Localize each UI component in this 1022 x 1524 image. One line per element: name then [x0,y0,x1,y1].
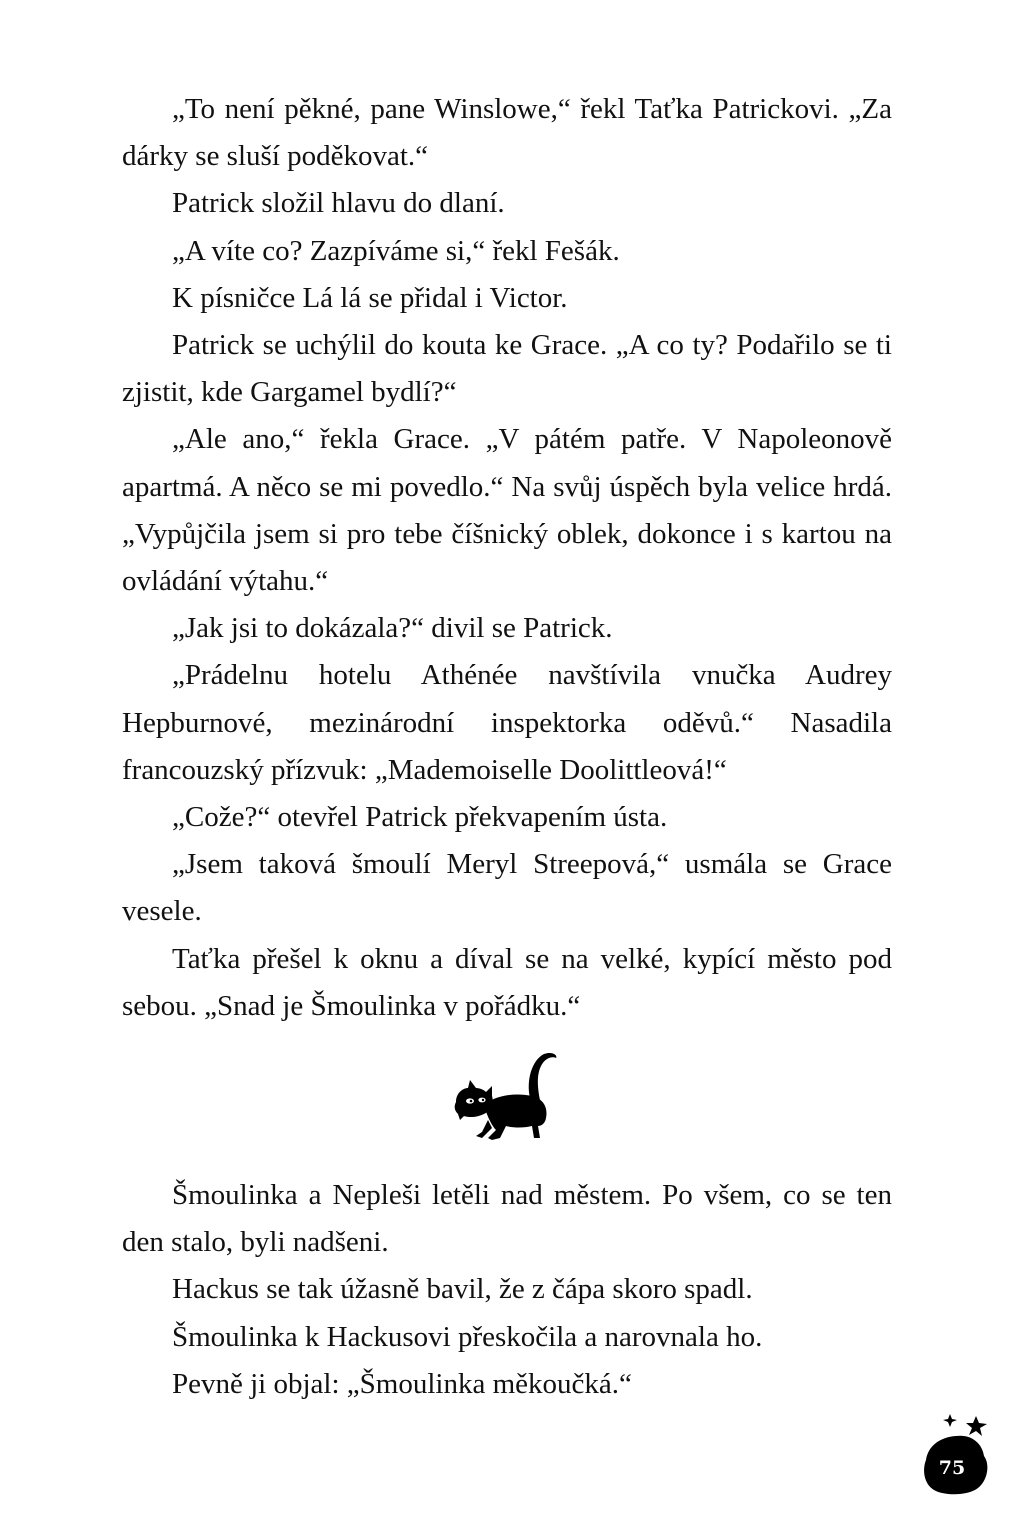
paragraph: Patrick se uchýlil do kouta ke Grace. „A co ty? Podařilo se ti zjistit, kde Gargamel bydlí?“ [122,329,892,409]
paragraph: „Prádelnu hotelu Athénée navštívila vnučka Audrey Hepburnové, mezinárodní inspektorka oděvů.“ Nasadila francouzský přízvuk: „Mademoiselle Doolittleová!“ [122,659,892,786]
paragraph: „Ale ano,“ řekla Grace. „V pátém patře. V Napoleonově apartmá. A něco se mi povedlo.“ Na svůj úspěch byla velice hrdá. „Vypůjčila jsem si pro tebe číšnický oblek, dokonce i s kartou na ovládání výtahu.“ [122,423,892,598]
paragraph: Pevně ji objal: „Šmoulinka měkoučká.“ [172,1367,632,1400]
text-block-bottom [122,1172,892,1408]
paragraph: Taťka přešel k oknu a díval se na velké, kypící město pod sebou. „Snad je Šmoulinka v pořádku.“ [122,942,892,1022]
paragraph: „Jsem taková šmoulí Meryl Streepová,“ usmála se Grace vesele. [122,848,892,928]
paragraph: „A víte co? Zazpíváme si,“ řekl Fešák. [172,234,620,267]
paragraph: „To není pěkné, pane Winslowe,“ řekl Taťka Patrickovi. „Za dárky se sluší poděkovat.“ [122,93,892,173]
paragraph: Patrick složil hlavu do dlaní. [172,187,505,220]
paragraph: „Cože?“ otevřel Patrick překvapením ústa. [172,801,668,834]
sparkle-stars-icon [943,1414,987,1436]
paragraph: „Jak jsi to dokázala?“ divil se Patrick. [172,612,613,645]
paragraph: K písničce Lá lá se přidal i Victor. [172,281,568,314]
black-cat-icon [448,1046,568,1142]
page-number: 75 [938,1457,966,1479]
paragraph: Hackus se tak úžasně bavil, že z čápa skoro spadl. [172,1273,753,1306]
text-block-top [122,86,892,1030]
paragraph: Šmoulinka a Nepleši letěli nad městem. Po všem, co se ten den stalo, byli nadšeni. [122,1179,892,1259]
paragraph: Šmoulinka k Hackusovi přeskočila a narovnala ho. [172,1320,763,1353]
